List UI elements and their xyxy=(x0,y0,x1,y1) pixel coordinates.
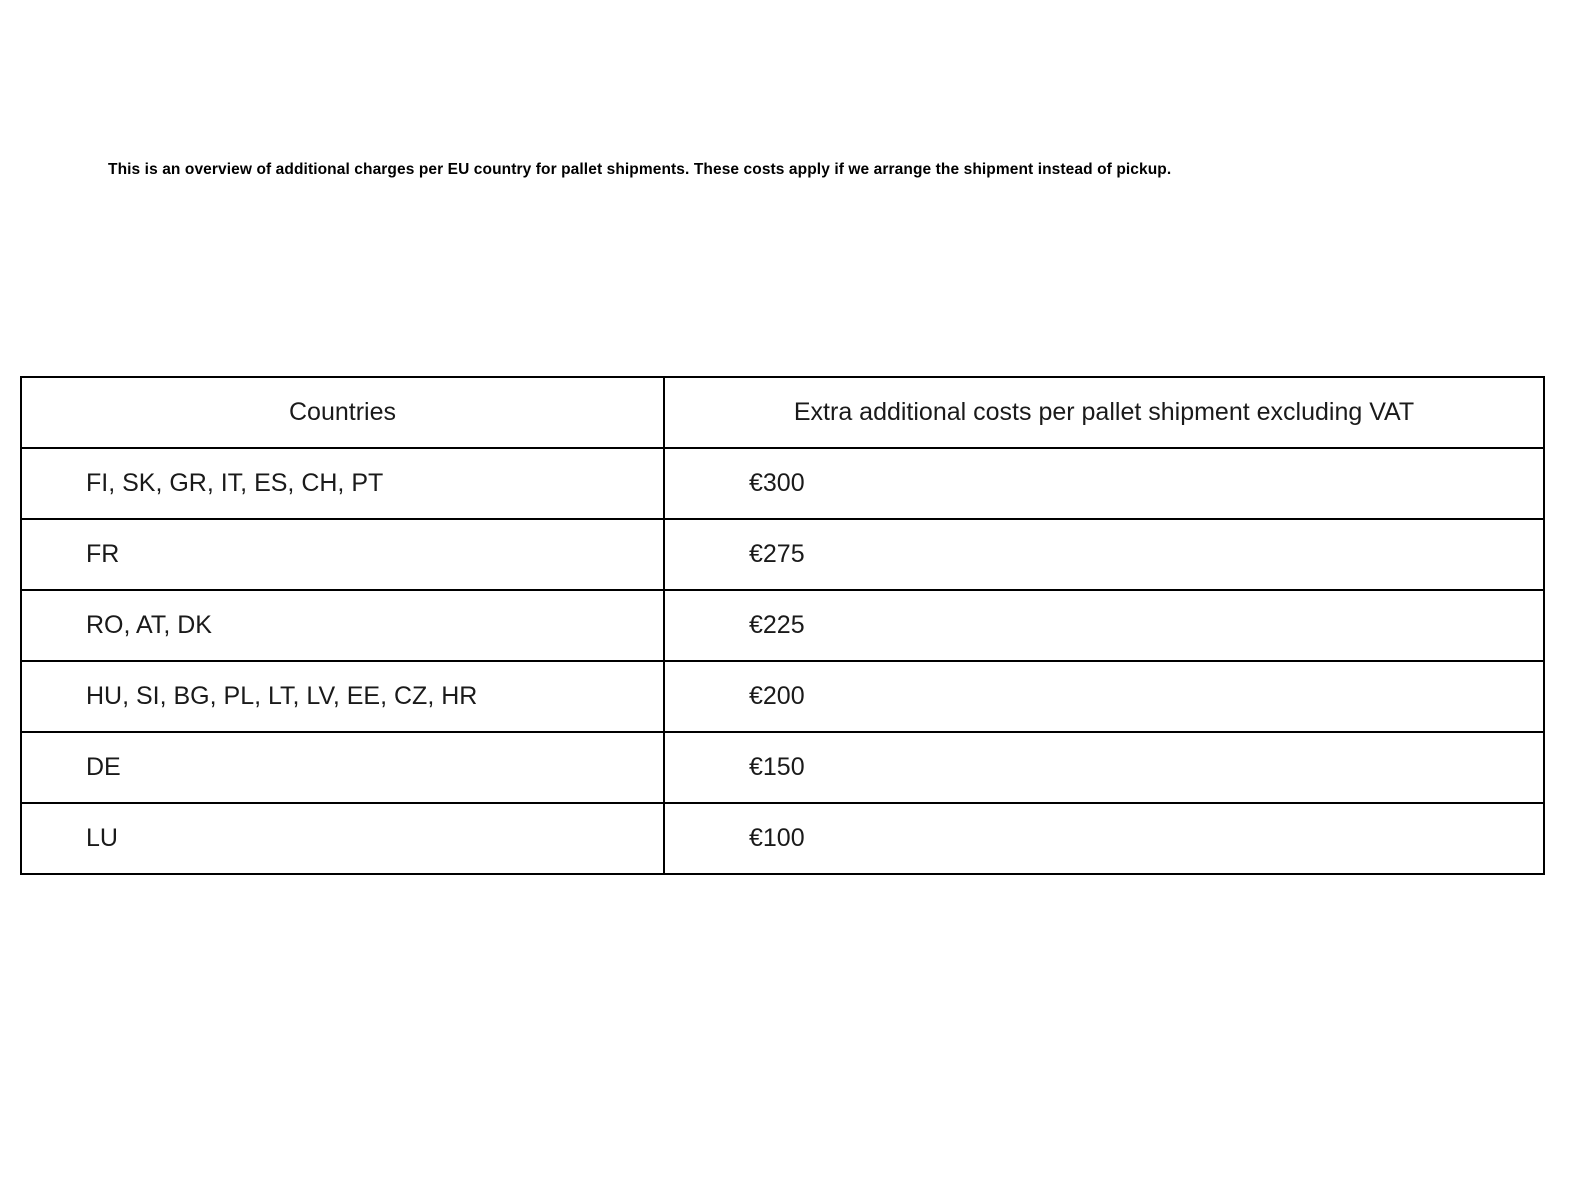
cell-cost: €200 xyxy=(664,661,1544,732)
intro-note: This is an overview of additional charges per EU country for pallet shipments. These costs apply if we arrange the shipment instead of pickup. xyxy=(108,161,1172,178)
table-body xyxy=(21,448,1544,874)
table-row xyxy=(21,448,1544,519)
table-row xyxy=(21,590,1544,661)
column-header-costs: Extra additional costs per pallet shipment excluding VAT xyxy=(664,377,1544,448)
cell-countries: FR xyxy=(21,519,664,590)
cell-countries: HU, SI, BG, PL, LT, LV, EE, CZ, HR xyxy=(21,661,664,732)
charges-table xyxy=(20,376,1545,875)
cell-cost: €150 xyxy=(664,732,1544,803)
cell-cost: €275 xyxy=(664,519,1544,590)
cell-cost: €300 xyxy=(664,448,1544,519)
table-header xyxy=(21,377,1544,448)
table-row xyxy=(21,803,1544,874)
cell-cost: €225 xyxy=(664,590,1544,661)
table-header-row xyxy=(21,377,1544,448)
table-row xyxy=(21,519,1544,590)
table-row xyxy=(21,661,1544,732)
cell-countries: DE xyxy=(21,732,664,803)
column-header-countries: Countries xyxy=(21,377,664,448)
cell-countries: FI, SK, GR, IT, ES, CH, PT xyxy=(21,448,664,519)
cell-countries: LU xyxy=(21,803,664,874)
charges-table-container xyxy=(20,376,1545,875)
cell-cost: €100 xyxy=(664,803,1544,874)
cell-countries: RO, AT, DK xyxy=(21,590,664,661)
table-row xyxy=(21,732,1544,803)
